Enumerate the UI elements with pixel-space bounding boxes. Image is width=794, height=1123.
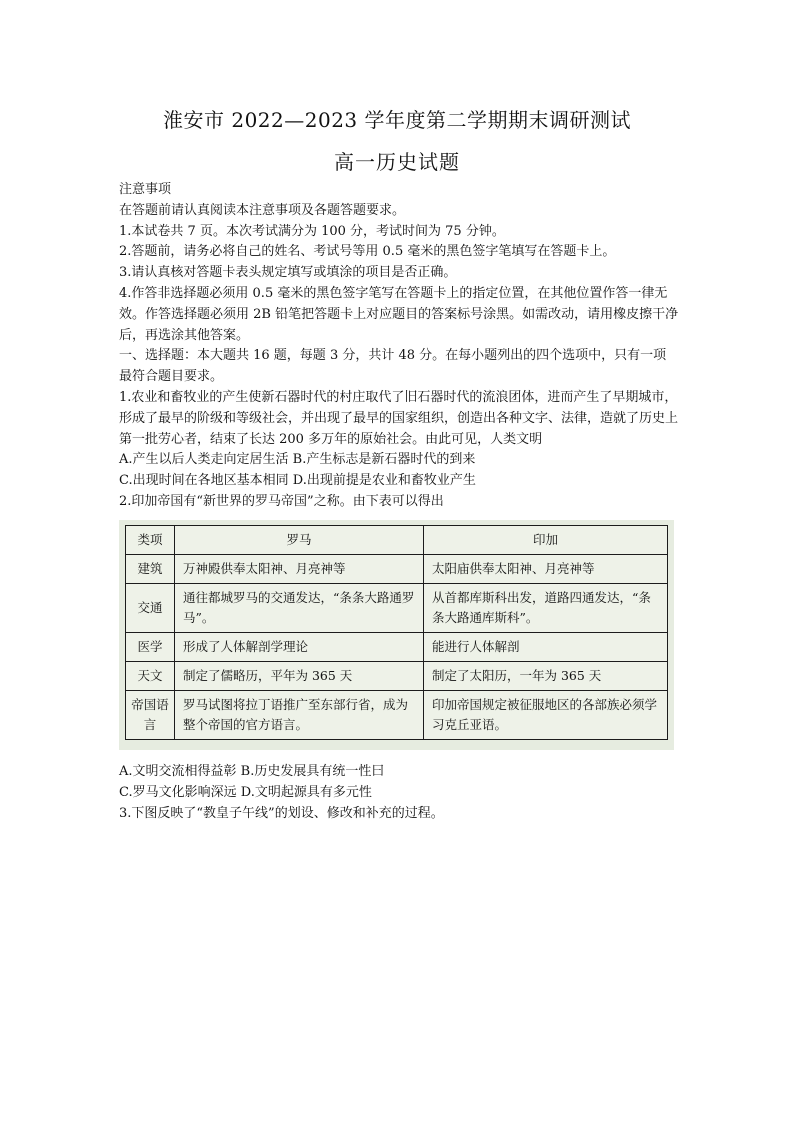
table-header-row (126, 526, 668, 555)
notice-item: 4.作答非选择题必须用 0.5 毫米的黑色签字笔写在答题卡上的指定位置，在其他位置作答一律无效。作答选择题必须用 2B 铅笔把答题卡上对应题目的答案标号涂黑。如需改动，请用橡皮擦干净后，再选涂其他答案。 (119, 285, 679, 343)
question-2-options-ab: A.文明交流相得益彰 B.历史发展具有统一性曰 (119, 764, 385, 779)
row-category: 帝国语言 (126, 691, 175, 740)
table-row (126, 584, 668, 633)
row-rome: 形成了人体解剖学理论 (175, 633, 424, 662)
row-rome: 制定了儒略历，平年为 365 天 (175, 662, 424, 691)
row-rome: 罗马试图将拉丁语推广至东部行省，成为整个帝国的官方语言。 (175, 691, 424, 740)
row-category: 医学 (126, 633, 175, 662)
section-heading: 一、选择题：本大题共 16 题，每题 3 分，共计 48 分。在每小题列出的四个选项中，只有一项最符合题目要求。 (119, 348, 667, 385)
table-row (126, 662, 668, 691)
notice-item: 1.本试卷共 7 页。本次考试满分为 100 分，考试时间为 75 分钟。 (119, 223, 505, 239)
notice-item: 2.答题前，请务必将自己的姓名、考试号等用 0.5 毫米的黑色签字笔填写在答题卡上。 (119, 244, 616, 260)
row-inca: 能进行人体解剖 (424, 633, 668, 662)
exam-body (119, 180, 679, 513)
row-inca: 制定了太阳历，一年为 365 天 (424, 662, 668, 691)
comparison-table (125, 525, 668, 740)
row-rome: 通往都城罗马的交通发达，“条条大路通罗马”。 (175, 584, 424, 633)
notice-intro: 在答题前请认真阅读本注意事项及各题答题要求。 (119, 202, 406, 218)
row-category: 天文 (126, 662, 175, 691)
question-2-stem: 2.印加帝国有“新世界的罗马帝国”之称。由下表可以得出 (119, 493, 444, 509)
notice-item: 3.请认真核对答题卡表头规定填写或填涂的项目是否正确。 (119, 265, 457, 281)
table-header-category: 类项 (126, 526, 175, 555)
row-inca: 从首都库斯科出发，道路四通发达，“条条大路通库斯科”。 (424, 584, 668, 633)
comparison-table-photo (119, 520, 674, 750)
row-category: 建筑 (126, 555, 175, 584)
question-1-stem: 1.农业和畜牧业的产生使新石器时代的村庄取代了旧石器时代的流浪团体，进而产生了早期城市，形成了最早的阶级和等级社会，并出现了最早的国家组织，创造出各种文字、法律，造就了历史上第一批劳心者，结束了长达 200 多万年的原始社会。由此可见，人类文明 (119, 389, 679, 447)
question-1-options-cd: C.出现时间在各地区基本相同 D.出现前提是农业和畜牧业产生 (119, 473, 476, 489)
exam-title: 淮安市 2022—2023 学年度第二学期期末调研测试 (162, 108, 631, 132)
question-2-options (119, 762, 679, 824)
table-row (126, 691, 668, 740)
table-row (126, 633, 668, 662)
row-inca: 印加帝国规定被征服地区的各部族必须学习克丘亚语。 (424, 691, 668, 740)
row-category: 交通 (126, 584, 175, 633)
exam-subtitle: 高一历史试题 (334, 150, 460, 174)
table-row (126, 555, 668, 584)
notice-heading: 注意事项 (119, 182, 172, 197)
question-2-options-cd: C.罗马文化影响深远 D.文明起源具有多元性 (119, 784, 372, 800)
question-3-stem: 3.下图反映了“教皇子午线”的划设、修改和补充的过程。 (119, 805, 444, 821)
row-rome: 万神殿供奉太阳神、月亮神等 (175, 555, 424, 584)
question-1-options-ab: A.产生以后人类走向定居生活 B.产生标志是新石器时代的到来 (119, 452, 476, 468)
table-header-rome: 罗马 (175, 526, 424, 555)
table-header-inca: 印加 (424, 526, 668, 555)
row-inca: 太阳庙供奉太阳神、月亮神等 (424, 555, 668, 584)
